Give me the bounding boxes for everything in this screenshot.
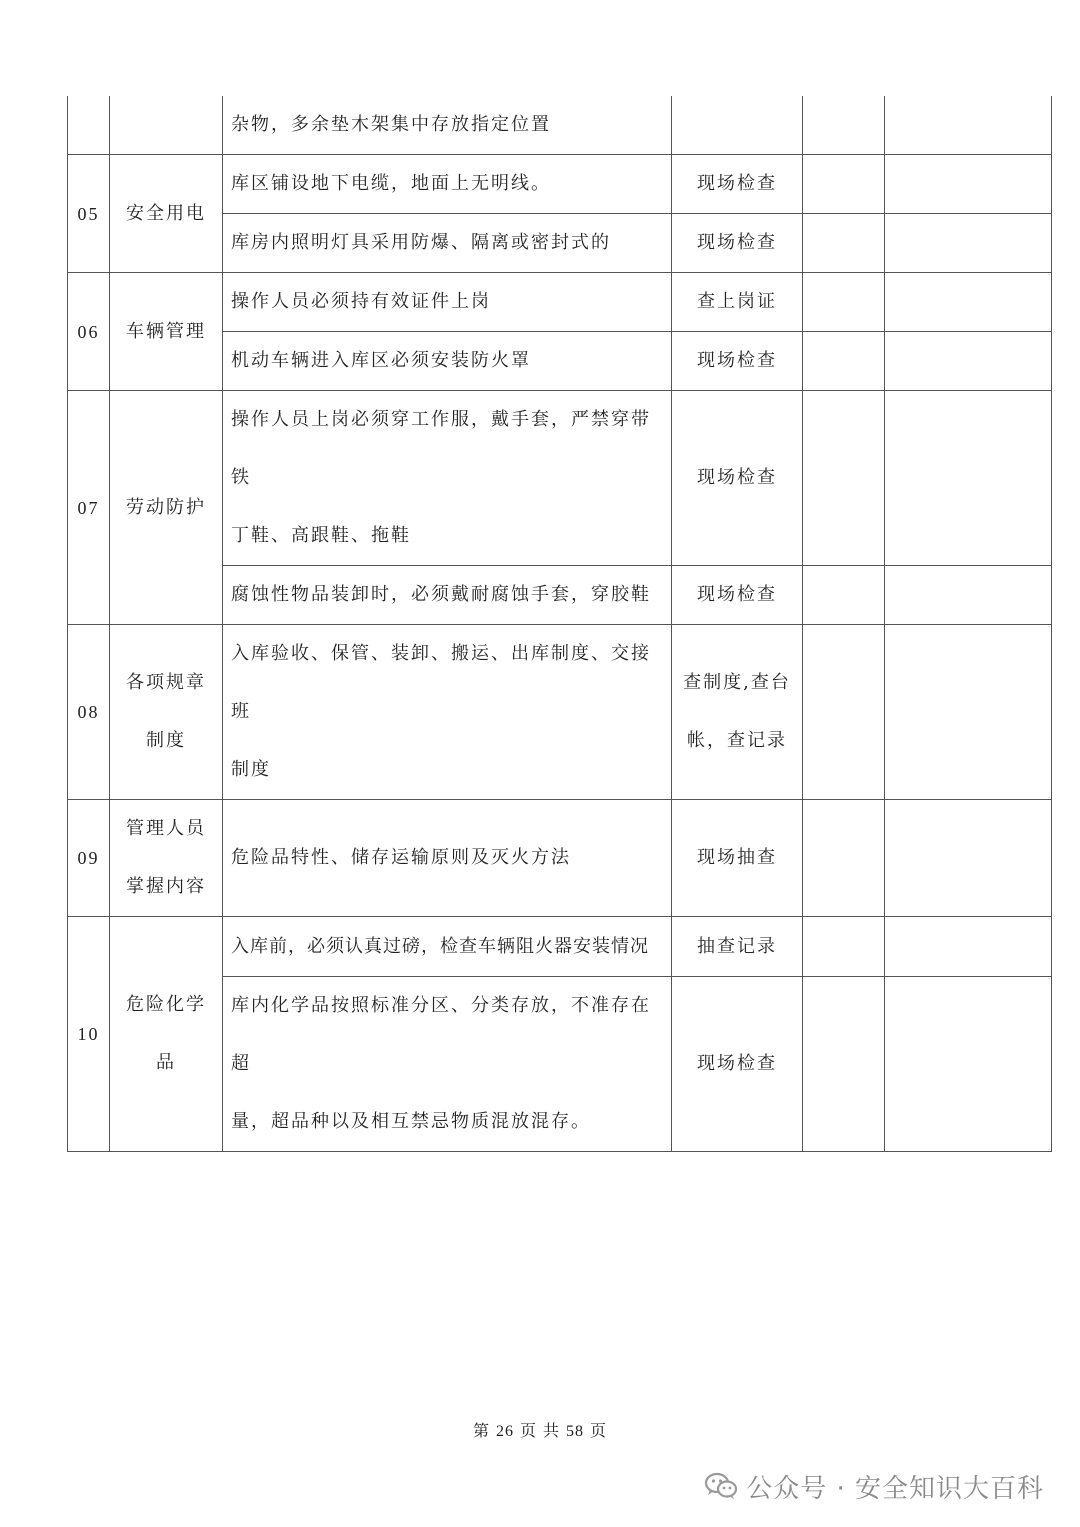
page-number [0,1418,1080,1441]
watermark-text: 公众号 · 安全知识大百科 [746,1473,1044,1504]
result-cell [803,977,885,1152]
method-cell: 现场检查 [672,566,803,625]
method-cell: 现场检查 [672,391,803,566]
result-cell [803,214,885,273]
num-cell: 05 [68,155,110,273]
remark-cell [885,155,1052,214]
remark-cell [885,391,1052,566]
content-line: 制度 [231,759,271,780]
item-cell: 车辆管理 [110,273,223,391]
method-line: 查制度,查台 [683,672,791,693]
method-cell [672,625,803,800]
item-cell [110,96,223,155]
result-cell [803,155,885,214]
method-cell: 现场检查 [672,214,803,273]
content-cell: 腐蚀性物品装卸时，必须戴耐腐蚀手套，穿胶鞋 [223,566,672,625]
table-row [68,917,1052,977]
content-line: 丁鞋、高跟鞋、拖鞋 [231,525,411,546]
table-row [68,625,1052,800]
method-cell: 现场检查 [672,155,803,214]
result-cell [803,625,885,800]
content-cell: 库区铺设地下电缆，地面上无明线。 [223,155,672,214]
current-page: 26 [495,1423,514,1440]
content-line: 操作人员上岗必须穿工作服，戴手套，严禁穿带铁 [231,409,651,488]
watermark [704,1466,1044,1506]
table-row [68,273,1052,332]
item-line: 危险化学 [126,994,206,1015]
remark-cell [885,917,1052,977]
content-cell [223,625,672,800]
item-line: 制度 [146,730,186,751]
remark-cell [885,332,1052,391]
content-cell [223,391,672,566]
item-cell: 安全用电 [110,155,223,273]
method-cell: 现场检查 [672,332,803,391]
method-cell: 抽查记录 [672,917,803,977]
remark-cell [885,96,1052,155]
item-cell [110,625,223,800]
result-cell [803,332,885,391]
table-row [68,391,1052,566]
num-cell: 09 [68,800,110,917]
method-cell [672,96,803,155]
inspection-checklist-table [67,96,1052,1152]
num-cell: 10 [68,917,110,1152]
method-cell: 现场抽查 [672,800,803,917]
remark-cell [885,800,1052,917]
content-cell: 入库前，必须认真过磅，检查车辆阻火器安装情况 [223,917,672,977]
result-cell [803,96,885,155]
content-line: 库内化学品按照标准分区、分类存放，不准存在超 [231,995,651,1074]
num-cell [68,96,110,155]
content-cell: 机动车辆进入库区必须安装防火罩 [223,332,672,391]
page-prefix: 第 [472,1421,490,1440]
content-line: 入库验收、保管、装卸、搬运、出库制度、交接班 [231,643,651,722]
method-cell: 查上岗证 [672,273,803,332]
item-cell [110,917,223,1152]
num-cell: 08 [68,625,110,800]
page-mid: 页 共 [519,1421,561,1440]
num-cell: 07 [68,391,110,625]
result-cell [803,273,885,332]
item-cell [110,800,223,917]
num-cell: 06 [68,273,110,391]
table-row [68,800,1052,917]
wechat-icon [704,1471,738,1501]
content-cell: 库房内照明灯具采用防爆、隔离或密封式的 [223,214,672,273]
remark-cell [885,273,1052,332]
item-line: 各项规章 [126,672,206,693]
result-cell [803,391,885,566]
method-cell: 现场检查 [672,977,803,1152]
remark-cell [885,566,1052,625]
content-cell: 危险品特性、储存运输原则及灭火方法 [223,800,672,917]
remark-cell [885,977,1052,1152]
item-line: 掌握内容 [126,876,206,897]
table-row [68,155,1052,214]
page-suffix: 页 [590,1421,608,1440]
content-line: 量，超品种以及相互禁忌物质混放混存。 [231,1111,591,1132]
remark-cell [885,625,1052,800]
content-cell: 杂物，多余垫木架集中存放指定位置 [223,96,672,155]
result-cell [803,917,885,977]
result-cell [803,800,885,917]
remark-cell [885,214,1052,273]
content-cell [223,977,672,1152]
item-line: 管理人员 [126,818,206,839]
content-cell: 操作人员必须持有效证件上岗 [223,273,672,332]
result-cell [803,566,885,625]
item-line: 品 [156,1052,176,1073]
total-pages: 58 [566,1423,585,1440]
item-cell: 劳动防护 [110,391,223,625]
table-row [68,96,1052,155]
method-line: 帐，查记录 [687,730,787,751]
